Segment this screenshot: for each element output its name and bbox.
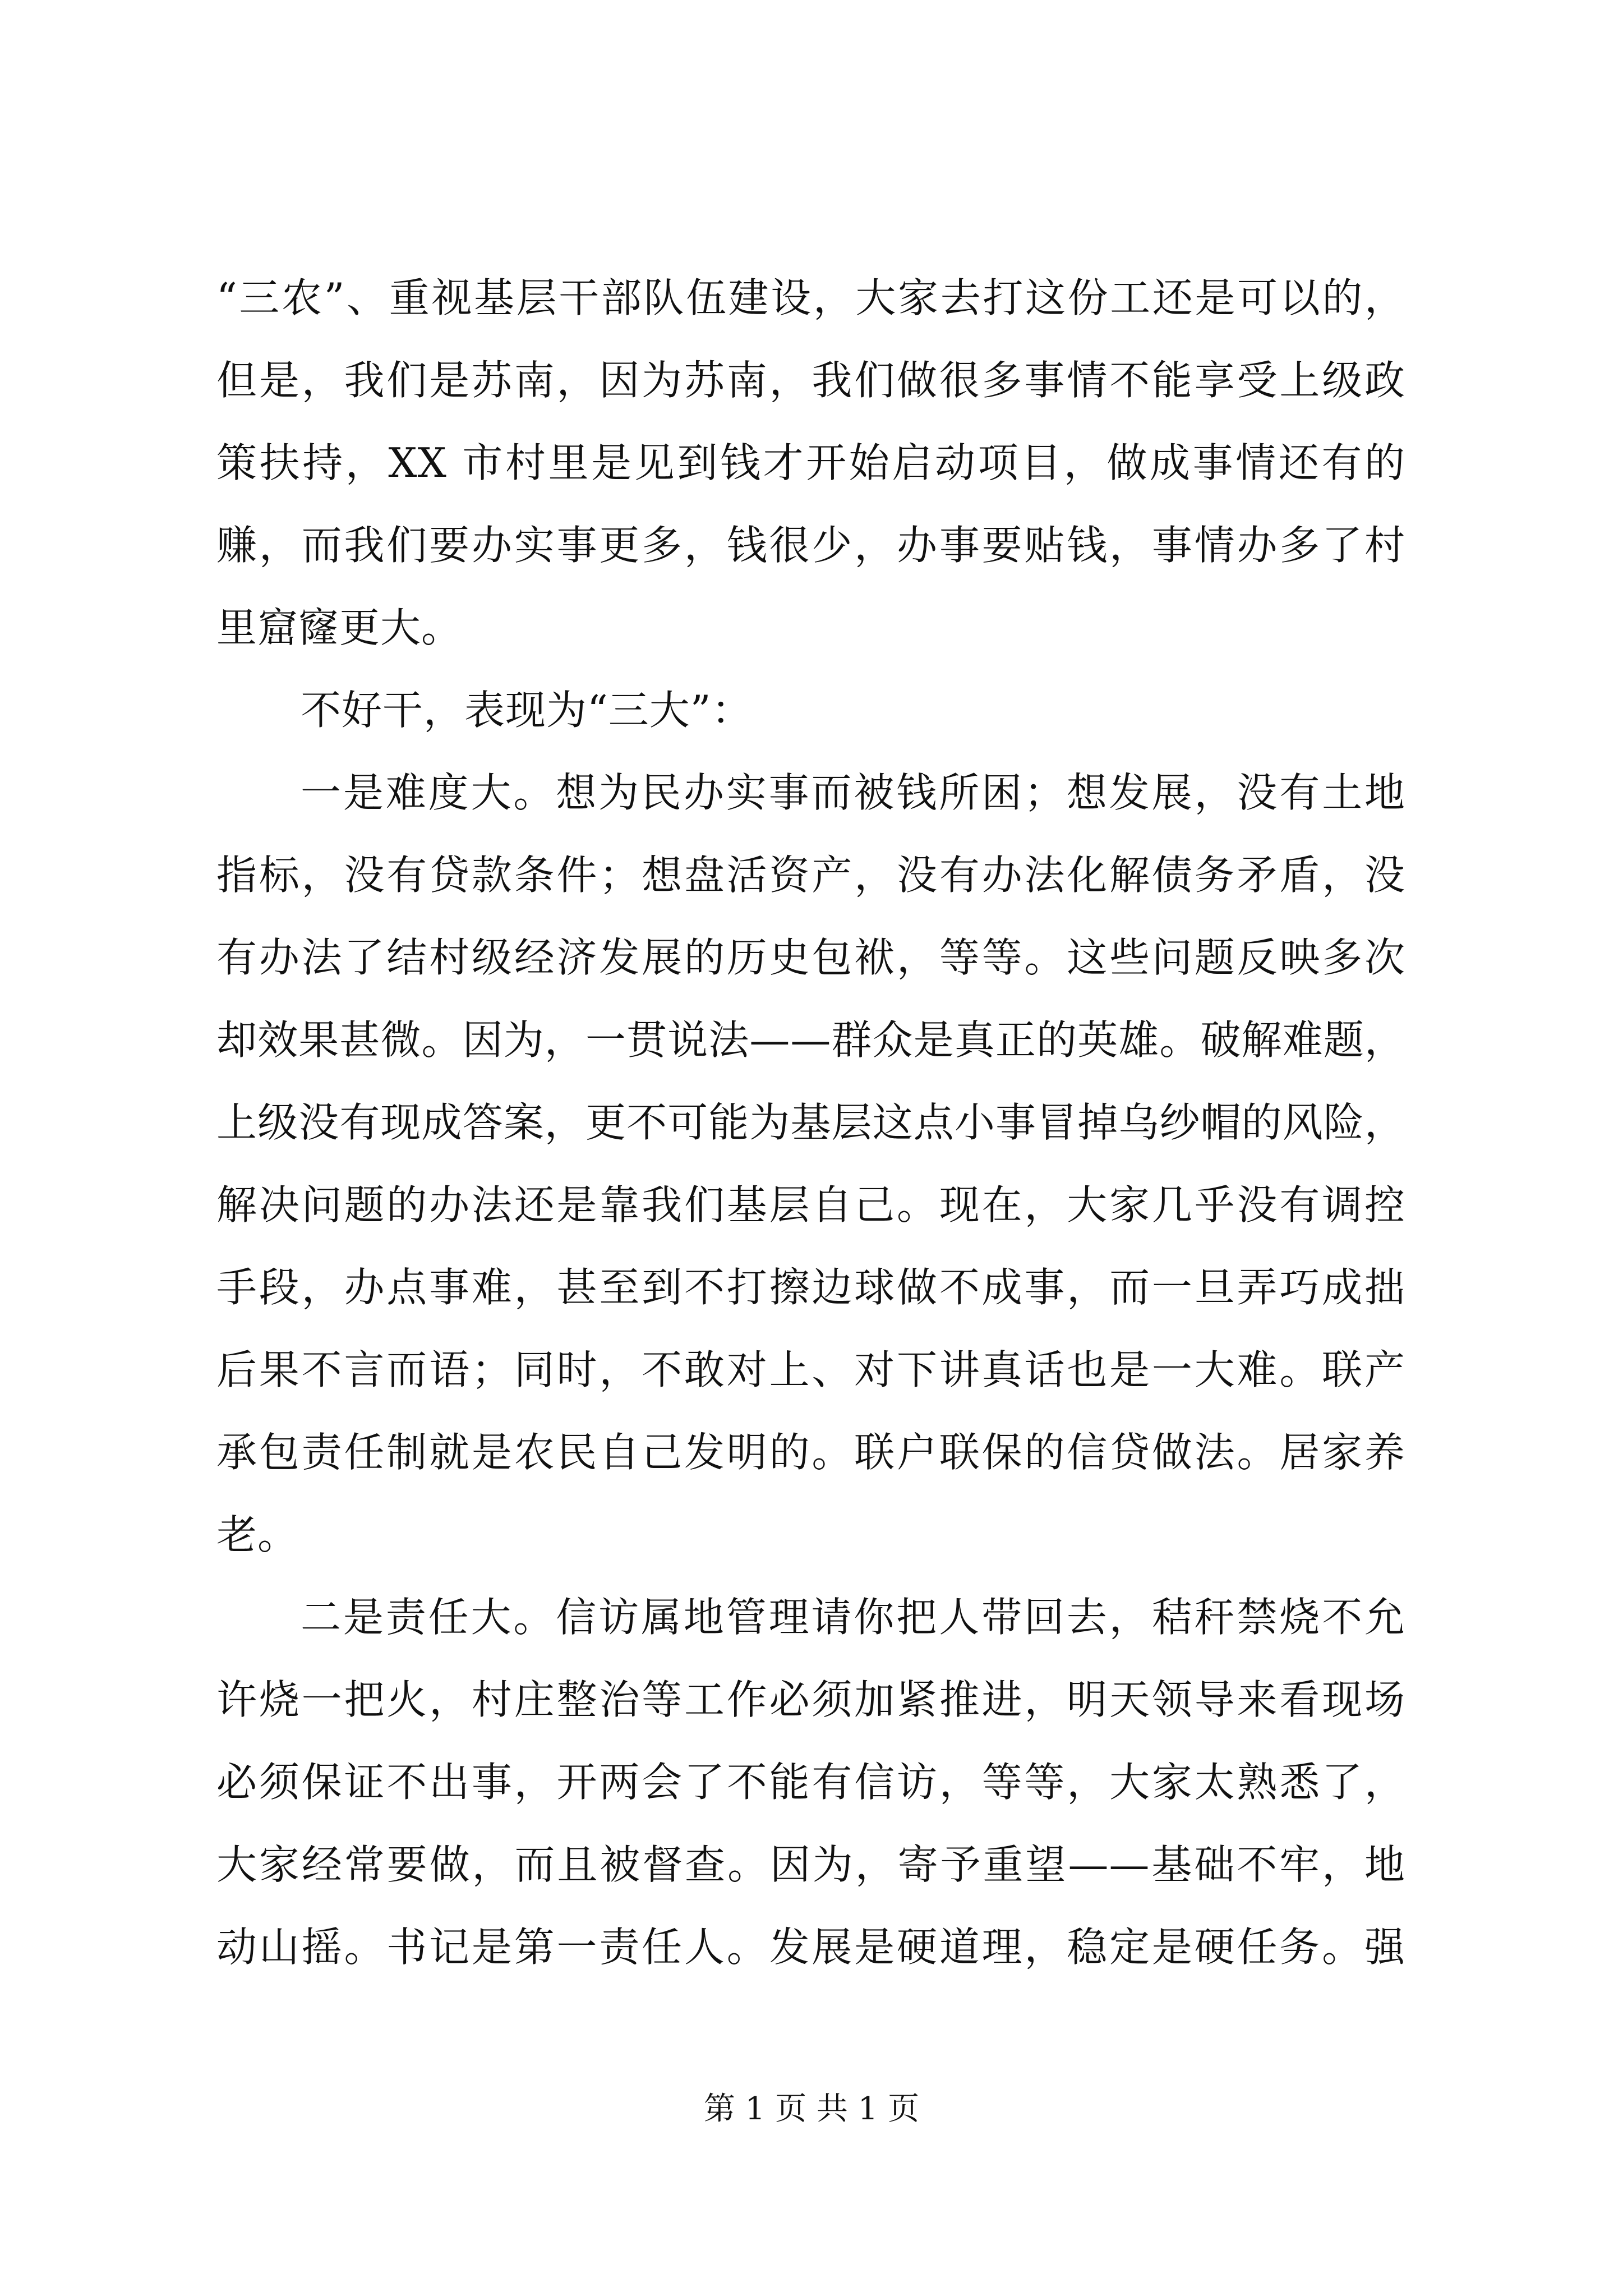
text-line: 赚，而我们要办实事更多，钱很少，办事要贴钱，事情办多了村 <box>216 522 1405 569</box>
text-line: 指标，没有贷款条件；想盘活资产，没有办法化解债务矛盾，没 <box>216 852 1405 899</box>
text-line: 上级没有现成答案，更不可能为基层这点小事冒掉乌纱帽的风险， <box>216 1099 1405 1146</box>
text-line: 但是，我们是苏南，因为苏南，我们做很多事情不能享受上级政 <box>216 357 1405 404</box>
text-line: 后果不言而语；同时，不敢对上、对下讲真话也是一大难。联产 <box>216 1346 1405 1393</box>
text-line: 大家经常要做，而且被督查。因为，寄予重望——基础不牢，地 <box>216 1841 1405 1888</box>
text-line: 二是责任大。信访属地管理请你把人带回去，秸秆禁烧不允 <box>301 1594 1405 1641</box>
text-line: 必须保证不出事，开两会了不能有信访，等等，大家太熟悉了， <box>216 1759 1405 1806</box>
text-line: 许烧一把火，村庄整治等工作必须加紧推进，明天领导来看现场 <box>216 1676 1405 1723</box>
text-line: 老。 <box>216 1511 299 1558</box>
text-line: 有办法了结村级经济发展的历史包袱，等等。这些问题反映多次 <box>216 934 1405 981</box>
text-line: “三农”、重视基层干部队伍建设，大家去打这份工还是可以的， <box>216 274 1405 321</box>
text-line: 动山摇。书记是第一责任人。发展是硬道理，稳定是硬任务。强 <box>216 1924 1405 1971</box>
text-line: 里窟窿更大。 <box>216 604 463 651</box>
text-line: 手段，办点事难，甚至到不打擦边球做不成事，而一旦弄巧成拙 <box>216 1264 1405 1311</box>
text-line: 却效果甚微。因为，一贯说法——群众是真正的英雄。破解难题， <box>216 1016 1405 1064</box>
text-line: 不好干，表现为“三大”： <box>301 687 753 734</box>
text-line: 一是难度大。想为民办实事而被钱所困；想发展，没有土地 <box>301 769 1405 816</box>
page-number-footer: 第 1 页 共 1 页 <box>703 2091 920 2127</box>
text-line: 承包责任制就是农民自己发明的。联户联保的信贷做法。居家养 <box>216 1429 1405 1476</box>
body-text <box>216 257 1405 1989</box>
text-line: 策扶持，XX 市村里是见到钱才开始启动项目，做成事情还有的 <box>216 439 1405 486</box>
text-line: 解决问题的办法还是靠我们基层自己。现在，大家几乎没有调控 <box>216 1181 1405 1228</box>
